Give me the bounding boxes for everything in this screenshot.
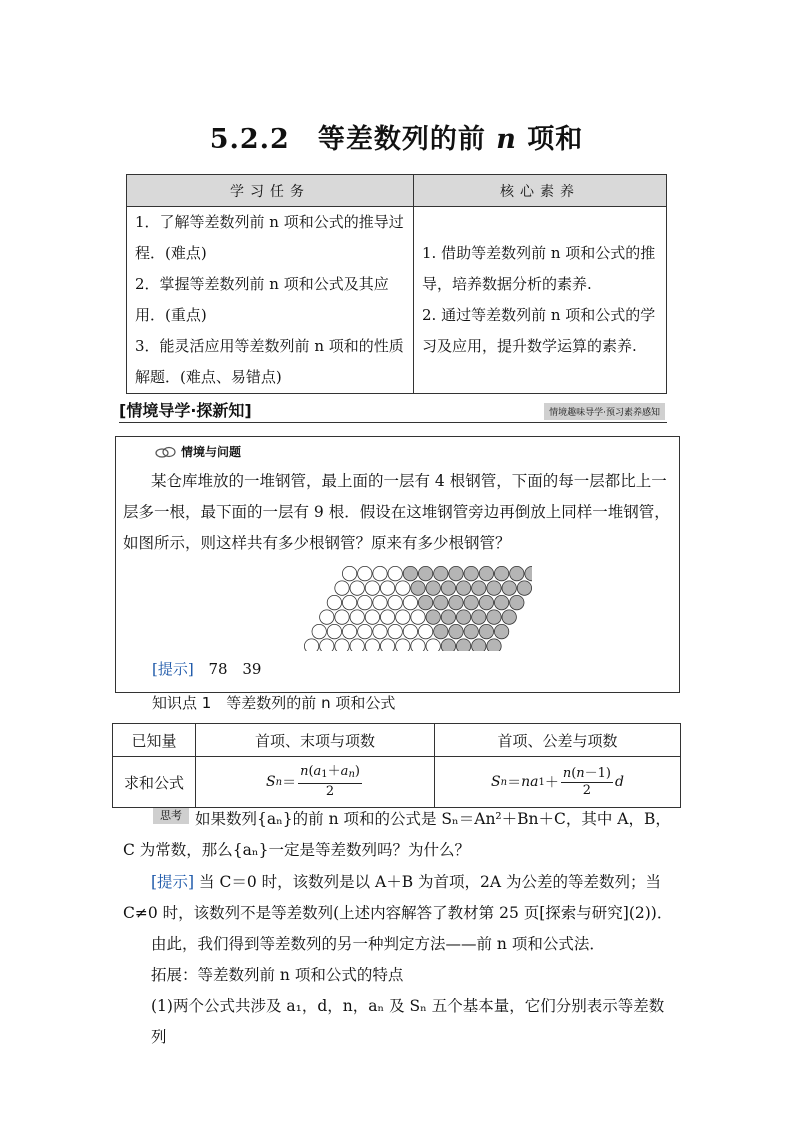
learning-task-item: 2．掌握等差数列前 n 项和公式及其应用．(重点) bbox=[135, 275, 389, 324]
pipe-original bbox=[365, 610, 379, 624]
case2-header: 首项、公差与项数 bbox=[435, 724, 681, 757]
think-hint-label: [提示] bbox=[151, 873, 195, 891]
pipe-inverted bbox=[441, 639, 455, 651]
extension-point-1: (1)两个公式共涉及 a₁，d，n，aₙ 及 Sₙ 五个基本量，它们分别表示等差数列 bbox=[151, 997, 665, 1046]
learning-task-item: 3．能灵活应用等差数列前 n 项和的性质解题．(难点、易错点) bbox=[135, 337, 404, 386]
pipe-original bbox=[418, 624, 432, 638]
case1-header: 首项、末项与项数 bbox=[196, 724, 435, 757]
situation-hint bbox=[152, 658, 261, 679]
pipe-original bbox=[342, 566, 356, 580]
pipe-inverted bbox=[472, 639, 486, 651]
answer-total: 78 bbox=[208, 660, 228, 678]
extension-heading: 拓展：等差数列前 n 项和公式的特点 bbox=[151, 966, 404, 984]
pipe-original bbox=[350, 610, 364, 624]
sum-formula-2: S n ＝ na 1 ＋ $\frac{n(n-1)}{2}$ d bbox=[435, 757, 681, 808]
conclusion-text: 由此，我们得到等差数列的另一种判定方法——前 n 项和公式法． bbox=[151, 935, 605, 953]
pipe-original bbox=[388, 566, 402, 580]
objectives-right-cell bbox=[414, 207, 667, 394]
sum-formula-label: 求和公式 bbox=[113, 757, 196, 808]
pipe-original bbox=[396, 639, 410, 651]
pipe-inverted bbox=[487, 639, 501, 651]
pipe-inverted bbox=[426, 610, 440, 624]
pipe-original bbox=[380, 639, 394, 651]
pipe-original bbox=[403, 595, 417, 609]
pipe-inverted bbox=[487, 581, 501, 595]
section-header bbox=[119, 398, 667, 423]
pipe-original bbox=[320, 639, 334, 651]
pipe-inverted bbox=[525, 566, 532, 580]
pipe-original bbox=[396, 610, 410, 624]
pipe-original bbox=[350, 639, 364, 651]
pipe-inverted bbox=[472, 581, 486, 595]
pipe-original bbox=[342, 595, 356, 609]
pipe-inverted bbox=[426, 581, 440, 595]
pipe-inverted bbox=[494, 624, 508, 638]
pipe-original bbox=[327, 595, 341, 609]
pipe-original bbox=[373, 566, 387, 580]
pipe-original bbox=[403, 624, 417, 638]
pipe-original bbox=[388, 595, 402, 609]
pipe-inverted bbox=[464, 566, 478, 580]
think-hint bbox=[123, 867, 675, 929]
pipe-original bbox=[312, 624, 326, 638]
pipe-original bbox=[388, 624, 402, 638]
pipe-inverted bbox=[464, 595, 478, 609]
think-hint-text: 当 C＝0 时，该数列是以 A＋B 为首项，2A 为公差的等差数列；当 C≠0 时，该数列不是等差数列(上述内容解答了教材第 25 页[探索与研究](2))． bbox=[123, 873, 673, 922]
pipe-inverted bbox=[449, 595, 463, 609]
pipe-inverted bbox=[510, 566, 524, 580]
pipe-original bbox=[380, 581, 394, 595]
objectives-header-right: 核心素养 bbox=[414, 175, 667, 207]
pipe-original bbox=[335, 610, 349, 624]
pipe-inverted bbox=[449, 566, 463, 580]
section-label: [情境导学·探新知] bbox=[119, 401, 252, 420]
pipe-inverted bbox=[418, 566, 432, 580]
pipe-inverted bbox=[456, 581, 470, 595]
situation-text: 某仓库堆放的一堆钢管，最上面的一层有 4 根钢管，下面的每一层都比上一层多一根，最下面的一层有 9 根．假设在这堆钢管旁边再倒放上同样一堆钢管，如图所示，则这样共有多少根钢管？原来有多少根钢管？ bbox=[123, 472, 670, 552]
situation-heading-text: 情境与问题 bbox=[181, 445, 242, 459]
pipe-inverted bbox=[510, 595, 524, 609]
pipe-inverted bbox=[472, 610, 486, 624]
pipe-original bbox=[396, 581, 410, 595]
pipe-inverted bbox=[479, 566, 493, 580]
think-question: 如果数列{aₙ}的前 n 项和的公式是 Sₙ＝An²＋Bn＋C，其中 A，B，C 为常数，那么{aₙ}一定是等差数列吗？为什么？ bbox=[123, 810, 671, 859]
pipe-original bbox=[380, 610, 394, 624]
pipe-original bbox=[335, 639, 349, 651]
steel-pipe-stack-figure bbox=[296, 565, 532, 651]
pipe-inverted bbox=[434, 624, 448, 638]
pipe-original bbox=[358, 624, 372, 638]
pipe-inverted bbox=[456, 639, 470, 651]
situation-heading bbox=[155, 443, 241, 460]
pipe-inverted bbox=[411, 581, 425, 595]
pipe-original bbox=[365, 581, 379, 595]
pipe-inverted bbox=[517, 581, 531, 595]
pipe-original bbox=[327, 624, 341, 638]
pipe-original bbox=[358, 566, 372, 580]
pipe-inverted bbox=[434, 595, 448, 609]
pipe-original bbox=[373, 595, 387, 609]
pipe-inverted bbox=[494, 566, 508, 580]
pipe-inverted bbox=[403, 566, 417, 580]
pipe-inverted bbox=[418, 595, 432, 609]
pipe-inverted bbox=[494, 595, 508, 609]
knowledge-point-label: 知识点 1 等差数列的前 n 项和公式 bbox=[152, 694, 396, 712]
pipe-original bbox=[411, 610, 425, 624]
pipe-original bbox=[365, 639, 379, 651]
pipe-inverted bbox=[479, 624, 493, 638]
formula-table bbox=[112, 723, 681, 808]
pipe-original bbox=[350, 581, 364, 595]
objectives-table bbox=[126, 174, 667, 394]
pipe-inverted bbox=[464, 624, 478, 638]
pipe-inverted bbox=[441, 581, 455, 595]
objectives-header-left: 学习任务 bbox=[127, 175, 414, 207]
pipe-original bbox=[373, 624, 387, 638]
hint-label: [提示] bbox=[152, 660, 194, 678]
pipe-inverted bbox=[502, 581, 516, 595]
pipe-inverted bbox=[434, 566, 448, 580]
page-title: 5.2.2 等差数列的前 n 项和 bbox=[209, 124, 584, 155]
sum-formula-1: S n ＝ $\frac{n(a_1+a_n)}{2}$ bbox=[196, 757, 435, 808]
answer-original: 39 bbox=[242, 660, 262, 678]
pipe-inverted bbox=[449, 624, 463, 638]
pipe-inverted bbox=[487, 610, 501, 624]
pipe-original bbox=[335, 581, 349, 595]
pipe-original bbox=[426, 639, 440, 651]
pipe-original bbox=[358, 595, 372, 609]
think-badge: 思考 bbox=[153, 808, 189, 824]
known-header: 已知量 bbox=[113, 724, 196, 757]
section-tag: 情境趣味导学·预习素养感知 bbox=[544, 403, 665, 420]
pipe-original bbox=[411, 639, 425, 651]
pipe-inverted bbox=[441, 610, 455, 624]
pipe-inverted bbox=[502, 610, 516, 624]
pipe-original bbox=[320, 610, 334, 624]
core-literacy-item: 2. 通过等差数列前 n 项和公式的学习及应用，提升数学运算的素养. bbox=[422, 306, 656, 355]
core-literacy-item: 1. 借助等差数列前 n 项和公式的推导，培养数据分析的素养. bbox=[422, 244, 656, 293]
pipe-original bbox=[342, 624, 356, 638]
learning-task-item: 1．了解等差数列前 n 项和公式的推导过程．(难点) bbox=[135, 213, 404, 262]
pipe-original bbox=[304, 639, 318, 651]
pipe-inverted bbox=[479, 595, 493, 609]
cloud-icon bbox=[155, 446, 177, 458]
pipe-inverted bbox=[456, 610, 470, 624]
objectives-left-cell bbox=[127, 207, 414, 394]
